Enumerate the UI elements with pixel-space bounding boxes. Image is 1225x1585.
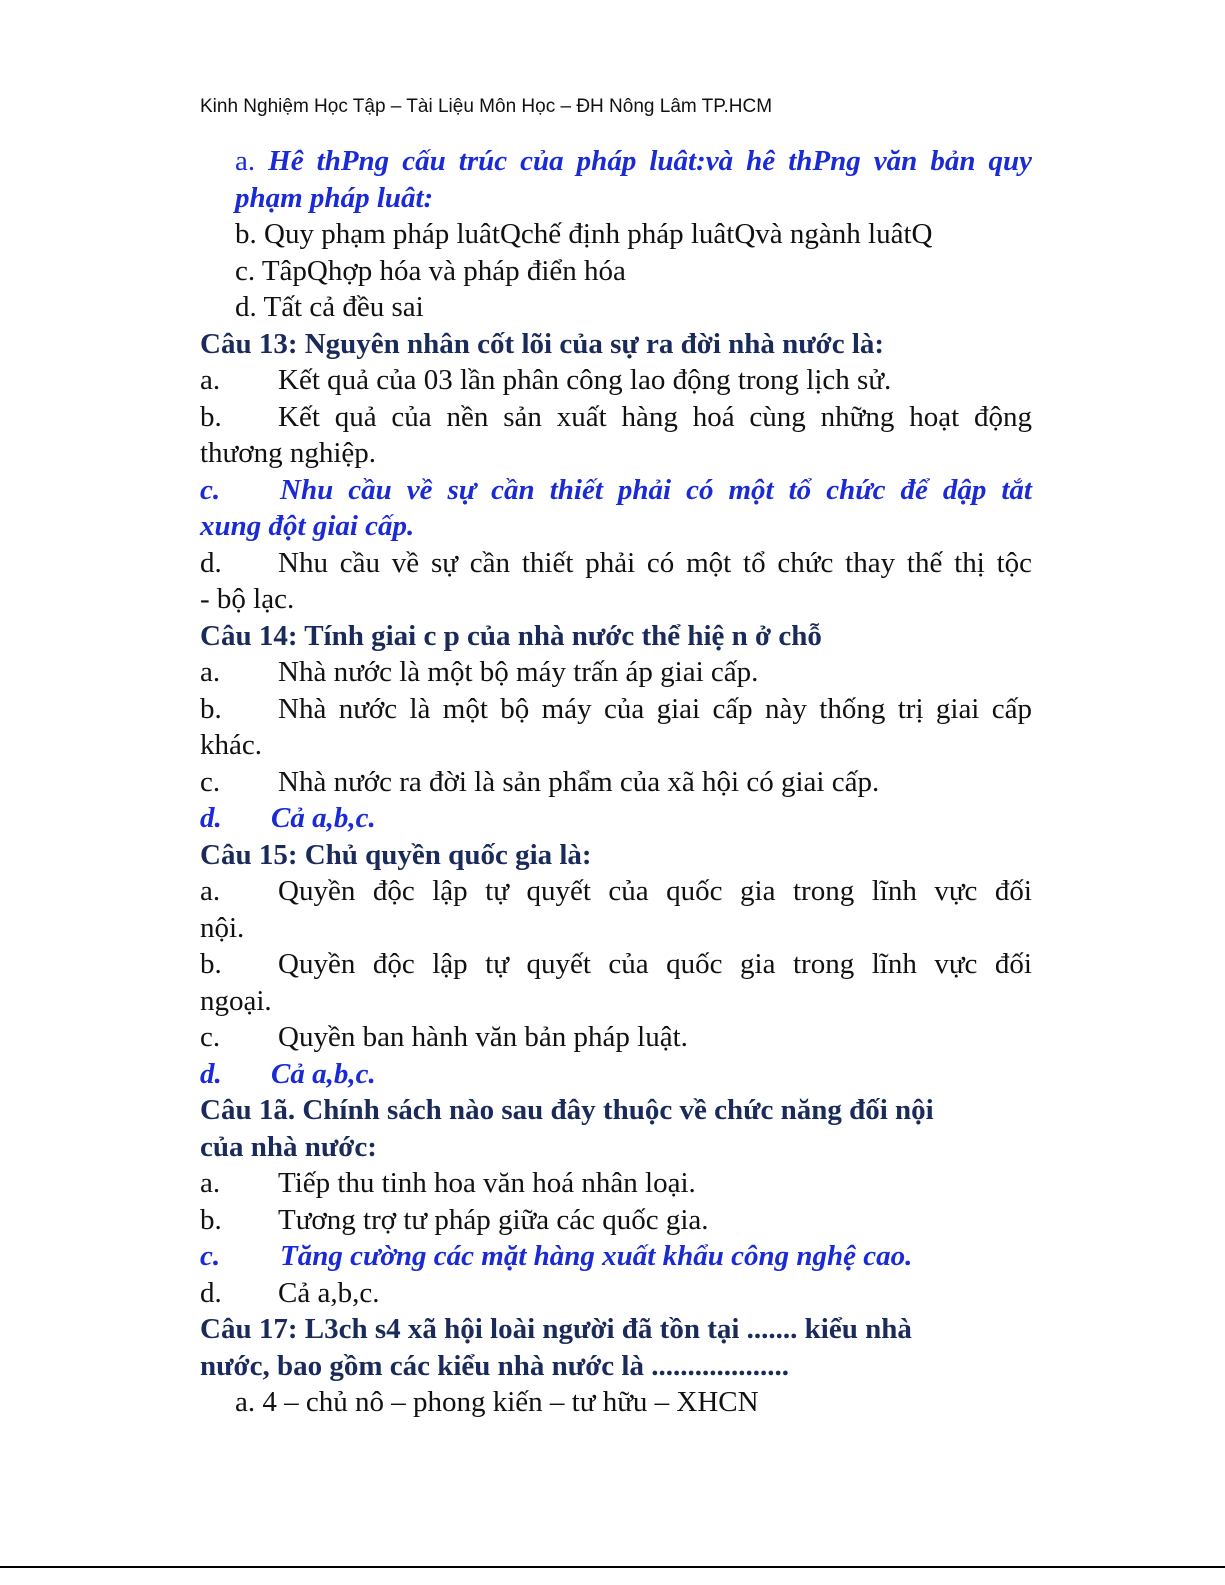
option-label: a. [200,1167,221,1199]
option-label: d. [200,546,222,579]
option-label: c. [200,1240,221,1272]
option-label: d. [200,802,222,834]
q14-option-c [200,764,1032,801]
q16-option-c [200,1238,1032,1275]
q14-title: Câu 14: Tính giai c p của nhà nước thể hiệ n ở chỗ [200,619,822,652]
option-text: Nhà nước là một bộ máy trấn áp giai cấp. [278,656,759,688]
option-label: b. [200,1203,222,1236]
option-label: a. [200,364,221,396]
q12-option-a-line2: phạm pháp luât: [235,181,434,214]
option-label: b. [200,692,222,725]
q14-option-b-line1 [200,691,1032,728]
page-bottom-rule [0,1566,1225,1568]
q15-option-b-line2: ngoại. [200,984,272,1017]
option-label: c. [200,473,221,506]
q15-option-d [200,1056,1032,1093]
q14-option-b-line2: khác. [200,729,262,761]
q16-option-d [200,1275,1032,1312]
option-text: Nhu cầu về sự cần thiết phải có một tổ chức thay thế thị tộc [278,546,1032,579]
option-text: Nhà nước ra đời là sản phẩm của xã hội có giai cấp. [278,765,880,798]
option-text: Kết quả của nền sản xuất hàng hoá cùng những hoạt động [278,400,1032,433]
option-text: Cả a,b,c. [271,802,376,834]
option-label: c. [200,1021,221,1053]
q16-title-line1: Câu 1ã. Chính sách nào sau đây thuộc về chức năng đối nội [200,1094,934,1126]
option-label: b. [200,948,222,980]
q15-option-a-line2: nội. [200,911,245,944]
q17-option-a: a. 4 – chủ nô – phong kiến – tư hữu – XHCN [235,1386,759,1418]
option-text: Tăng cường các mặt hàng xuất khẩu công nghệ cao. [280,1240,913,1272]
q17-title-line2: nước, bao gồm các kiểu nhà nước là ................... [200,1349,789,1382]
q13-option-d-line1 [200,545,1032,582]
option-text: Cả a,b,c. [278,1276,380,1309]
q14-option-d [200,800,1032,837]
option-label: a. [235,145,256,177]
option-text: Tiếp thu tinh hoa văn hoá nhân loại. [278,1167,696,1199]
q13-option-c-line2: xung đột giai cấp. [200,510,415,542]
q14-option-a [200,654,1032,691]
option-label: d. [200,1276,222,1309]
option-text: Quyền độc lập tự quyết của quốc gia trong lĩnh vực đối [278,875,1032,907]
option-text: Nhà nước là một bộ máy của giai cấp này thống trị giai cấp [278,692,1032,725]
option-text: Quyền độc lập tự quyết của quốc gia trong lĩnh vực đối [278,948,1032,980]
q16-title-line2: của nhà nước: [200,1130,377,1163]
option-label: a. [200,875,221,907]
q13-title: Câu 13: Nguyên nhân cốt lõi của sự ra đời nhà nước là: [200,327,885,360]
option-text: Hê thPng cấu trúc của pháp luât:và hê thPng văn bản quy [268,145,1033,177]
option-text: Quyền ban hành văn bản pháp luật. [278,1021,688,1053]
option-text: Nhu cầu về sự cần thiết phải có một tổ chức để dập tắt [280,473,1032,506]
q15-option-b-line1 [200,946,1032,983]
option-text: Cả a,b,c. [271,1057,376,1090]
q17-title-line1: Câu 17: L3ch s4 xã hội loài người đã tồn tại ....... kiểu nhà [200,1313,912,1345]
document-body [200,143,1032,1421]
option-label: b. [200,400,222,433]
option-label: d. [200,1057,222,1090]
q12-option-b: b. Quy phạm pháp luâtQchế định pháp luâtQvà ngành luâtQ [235,218,933,250]
option-text: Kết quả của 03 lần phân công lao động trong lịch sử. [278,364,892,396]
q13-option-c-line1 [200,472,1032,509]
q12-option-d: d. Tất cả đều sai [235,291,424,323]
q12-option-a-line1 [200,143,1032,180]
option-label: a. [200,656,221,688]
q13-option-b-line2: thương nghiệp. [200,437,377,469]
q15-option-c [200,1019,1032,1056]
q13-option-d-line2: - bộ lạc. [200,583,295,615]
q16-option-a [200,1165,1032,1202]
q16-option-b [200,1202,1032,1239]
q15-title: Câu 15: Chủ quyền quốc gia là: [200,838,592,871]
q15-option-a-line1 [200,873,1032,910]
page-header: Kinh Nghiệm Học Tập – Tài Liệu Môn Học – ĐH Nông Lâm TP.HCM [200,96,773,117]
option-text: Tương trợ tư pháp giữa các quốc gia. [278,1203,709,1236]
option-label: c. [200,765,221,798]
q13-option-b-line1 [200,399,1032,436]
q12-option-c: c. TâpQhợp hóa và pháp điển hóa [235,254,626,287]
q13-option-a [200,362,1032,399]
